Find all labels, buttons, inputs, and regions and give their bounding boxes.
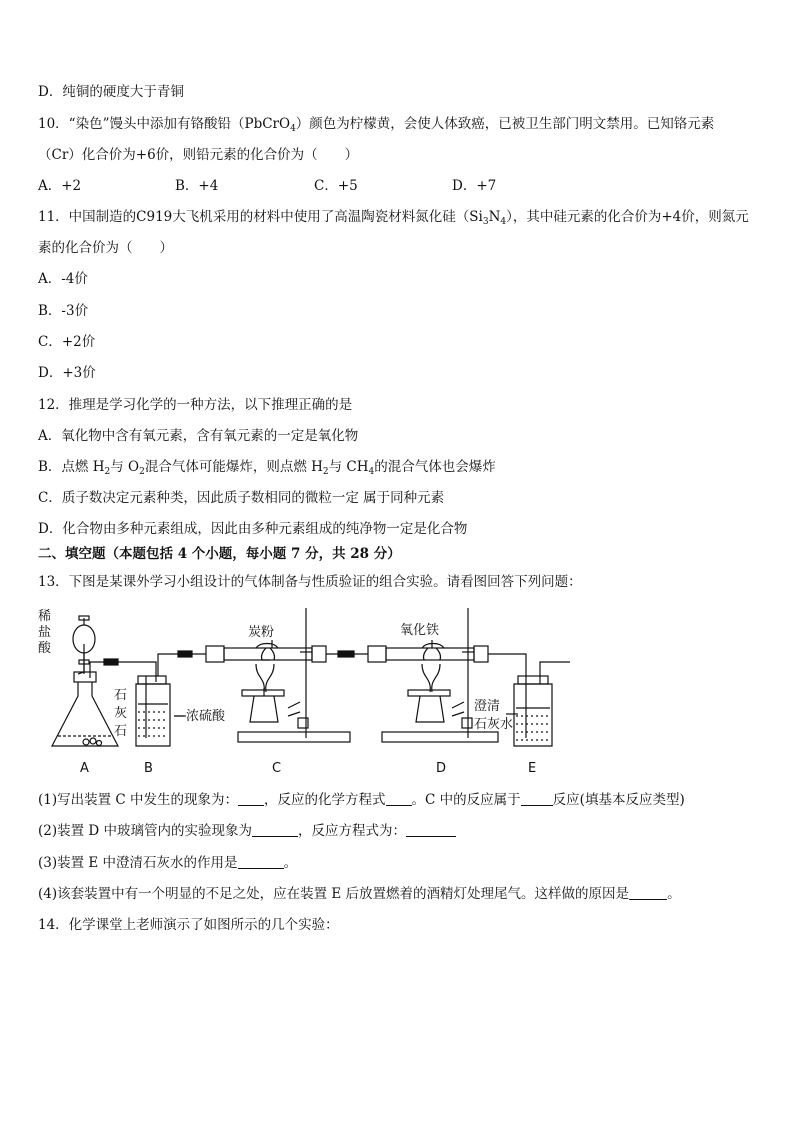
apparatus-letter-b: B bbox=[144, 761, 153, 776]
label-acid-3: 酸 bbox=[38, 641, 52, 656]
label-carbon-powder: 炭粉 bbox=[248, 625, 275, 640]
apparatus-letter-d: D bbox=[436, 761, 447, 776]
washing-bottle-b bbox=[136, 664, 184, 746]
q11-option-c: C．+2价 bbox=[38, 334, 96, 350]
apparatus-letter-a: A bbox=[80, 761, 89, 776]
label-acid-1: 稀 bbox=[38, 609, 52, 624]
answer-blank[interactable] bbox=[406, 824, 456, 837]
answer-blank[interactable] bbox=[521, 793, 553, 806]
q12-option-a: A．氧化物中含有氧元素，含有氧元素的一定是氧化物 bbox=[38, 428, 359, 444]
q14-stem: 14．化学课堂上老师演示了如图所示的几个实验： bbox=[38, 917, 339, 933]
q13-sub4: (4)该套装置中有一个明显的不足之处，应在装置 E 后放置燃着的酒精灯处理尾气。这样做的原因是 。 bbox=[38, 886, 681, 902]
experiment-apparatus-figure bbox=[38, 604, 598, 780]
answer-blank[interactable] bbox=[238, 856, 284, 869]
q13-stem: 13．下图是某课外学习小组设计的气体制备与性质验证的组合实验。请看图回答下列问题： bbox=[38, 574, 582, 590]
q11-option-a: A．-4价 bbox=[38, 271, 88, 287]
answer-blank[interactable] bbox=[238, 793, 264, 806]
label-limestone-2: 灰 bbox=[114, 706, 128, 721]
q12-option-c: C．质子数决定元素种类，因此质子数相同的微粒一定 属于同种元素 bbox=[38, 490, 445, 506]
q10-stem-line2: （Cr）化合价为+6价，则铅元素的化合价为（ ） bbox=[38, 147, 359, 163]
q12-option-b: B．点燃 $H_2$与 $O_2$混合气体可能爆炸，则点燃 $H_2$与 $CH_4$的混合气体也会爆炸 bbox=[38, 459, 496, 477]
reaction-tube-d bbox=[368, 644, 488, 663]
q11-stem-line2: 素的化合价为（ ） bbox=[38, 240, 173, 256]
q12-stem: 12．推理是学习化学的一种方法，以下推理正确的是 bbox=[38, 397, 353, 413]
apparatus-letter-e: E bbox=[528, 761, 537, 776]
q13-sub2: (2)装置 D 中玻璃管内的实验现象为 ，反应方程式为： bbox=[38, 822, 456, 840]
label-acid-2: 盐 bbox=[38, 625, 52, 640]
q10-stem-line1: 10．“染色”馒头中添加有铬酸铅（PbCrO$_4$）颜色为柠檬黄，会使人体致癌，已被卫生部门明文禁用。已知铬元素 bbox=[38, 116, 715, 134]
q11-option-b: B．-3价 bbox=[38, 303, 89, 319]
burner-d bbox=[408, 664, 450, 722]
q9-option-d: D．纯铜的硬度大于青铜 bbox=[38, 84, 184, 100]
label-limestone-1: 石 bbox=[114, 688, 128, 703]
q10-option-b: B．+4 bbox=[175, 178, 219, 194]
q10-option-d: D．+7 bbox=[452, 178, 497, 194]
answer-blank[interactable] bbox=[252, 824, 298, 837]
burner-c bbox=[242, 664, 284, 722]
q10-option-a: A．+2 bbox=[38, 178, 82, 194]
label-limestone-3: 石 bbox=[114, 724, 128, 739]
answer-blank[interactable] bbox=[386, 793, 412, 806]
reaction-tube-c bbox=[206, 644, 326, 663]
q11-stem-line1: 11．中国制造的C919大飞机采用的材料中使用了高温陶瓷材料氮化硅$(Si_3N_4)$，其中硅元素的化合价为+4价，则氮元 bbox=[38, 209, 749, 227]
q10-option-c: C．+5 bbox=[314, 178, 358, 194]
answer-blank[interactable] bbox=[629, 887, 667, 900]
q11-option-d: D．+3价 bbox=[38, 365, 96, 381]
label-iron-oxide: 氧化铁 bbox=[400, 623, 440, 638]
label-limewater-2: 石灰水 bbox=[474, 717, 514, 732]
q13-sub3: (3)装置 E 中澄清石灰水的作用是 。 bbox=[38, 855, 298, 871]
q13-sub1: (1)写出装置 C 中发生的现象为： ，反应的化学方程式 。C 中的反应属于 反应(填基本反应类型) bbox=[38, 792, 685, 808]
apparatus-letter-c: C bbox=[272, 761, 282, 776]
q12-option-d: D．化合物由多种元素组成，因此由多种元素组成的纯净物一定是化合物 bbox=[38, 521, 468, 537]
label-conc-sulfuric-acid: 浓硫酸 bbox=[186, 709, 226, 724]
limewater-bottle-e bbox=[514, 676, 552, 746]
label-limewater-1: 澄清 bbox=[474, 699, 501, 714]
section-heading: 二、填空题（本题包括 4 个小题，每小题 7 分，共 28 分） bbox=[38, 546, 401, 562]
